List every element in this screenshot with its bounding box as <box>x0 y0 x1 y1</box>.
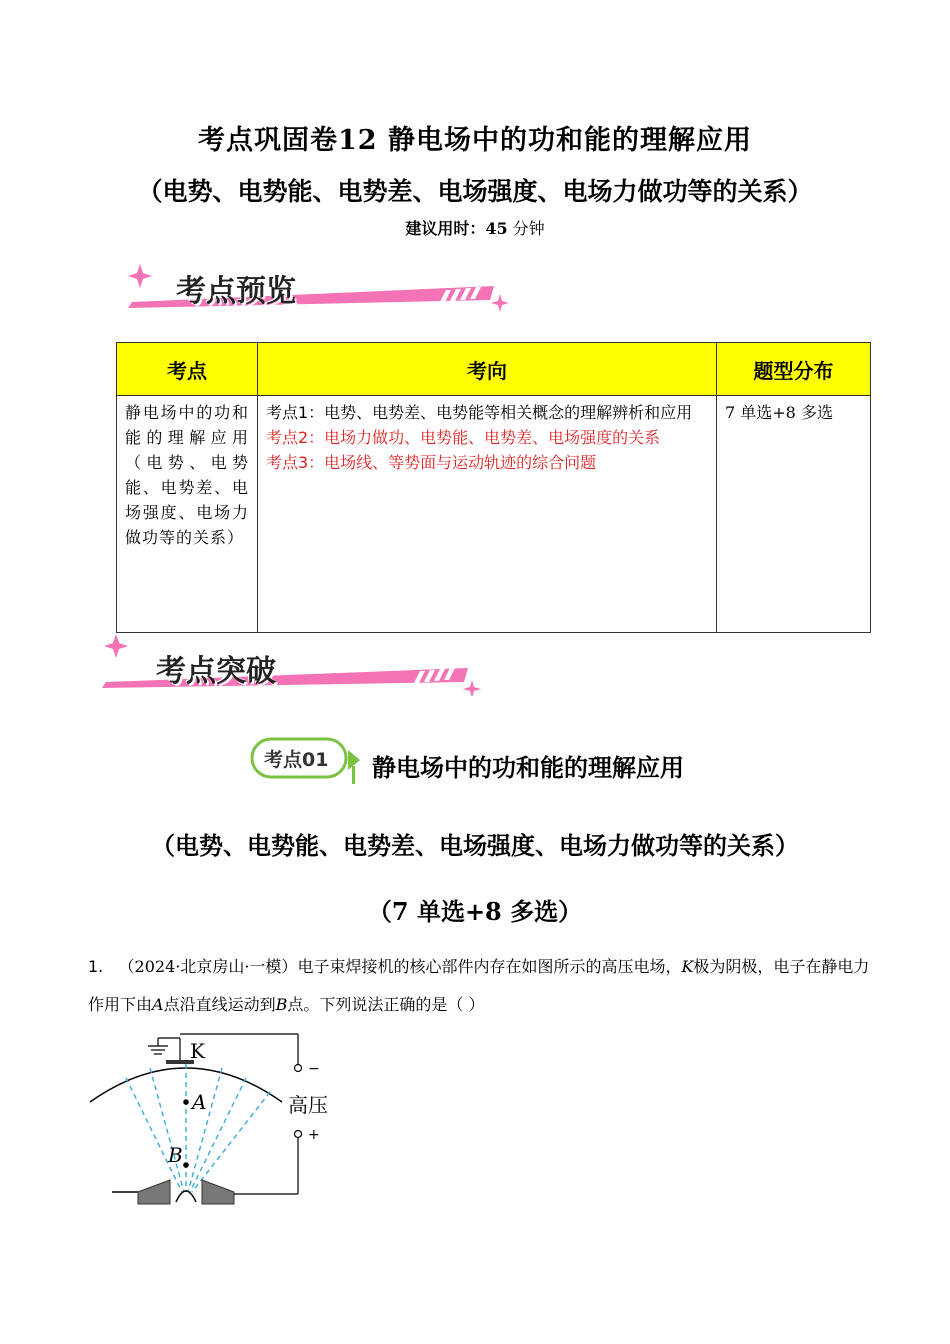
table-header-row <box>117 343 871 396</box>
section-title: 静电场中的功和能的理解应用 <box>372 753 684 782</box>
label-high-voltage: 高压 <box>288 1093 328 1117</box>
question-source: （2024·北京房山·一模） <box>118 957 298 976</box>
preview-banner <box>118 256 518 326</box>
question-text-1: 电子束焊接机的核心部件内存在如图所示的高压电场， <box>297 957 682 976</box>
suggested-time <box>0 216 950 239</box>
time-unit: 分钟 <box>507 219 545 238</box>
label-k: K <box>190 1039 205 1063</box>
header-topic: 考点 <box>117 343 258 396</box>
direction-2: 考点2：电场力做功、电势能、电势差、电场强度的关系 <box>266 428 661 447</box>
question-1 <box>88 948 878 1024</box>
badge-label: 考点01 <box>264 749 329 771</box>
page-subtitle: （电势、电势能、电势差、电场强度、电场力做功等的关系） <box>137 177 813 206</box>
breakthrough-banner-label: 考点突破 <box>156 654 276 689</box>
section-count: （7 单选+8 多选） <box>367 897 583 926</box>
question-number: 1. <box>88 957 104 976</box>
preview-banner-label: 考点预览 <box>176 274 296 309</box>
header-distribution: 题型分布 <box>717 343 871 396</box>
question-var-b: B <box>275 995 288 1014</box>
label-minus: − <box>308 1061 320 1077</box>
time-value: 45 <box>485 219 508 238</box>
direction-3: 考点3：电场线、等势面与运动轨迹的综合问题 <box>266 453 597 472</box>
direction-1: 考点1：电势、电势差、电势能等相关概念的理解辨析和应用 <box>266 403 693 422</box>
section-badge <box>250 736 362 782</box>
page-title: 考点巩固卷12 静电场中的功和能的理解应用 <box>198 125 752 156</box>
label-plus: + <box>308 1127 320 1143</box>
label-b: B <box>168 1143 183 1167</box>
overview-table <box>116 342 871 633</box>
question-text-2: 极为阴极，电子在静电力作用下由 <box>88 957 870 1014</box>
field-diagram-icon <box>82 1030 354 1210</box>
breakthrough-banner <box>92 626 492 696</box>
section-subtitle: （电势、电势能、电势差、电场强度、电场力做功等的关系） <box>151 831 799 860</box>
question-var-k: K <box>681 957 694 976</box>
table-row <box>117 396 871 633</box>
question-var-a: A <box>152 995 164 1014</box>
electric-field-figure <box>82 1030 354 1210</box>
time-label: 建议用时： <box>405 219 486 238</box>
question-text-3: 点沿直线运动到 <box>163 995 276 1014</box>
cell-distribution: 7 单选+8 多选 <box>717 396 871 633</box>
question-text-4: 点。下列说法正确的是（ ） <box>287 995 485 1014</box>
header-direction: 考向 <box>258 343 717 396</box>
cell-directions <box>258 396 717 633</box>
cell-topic: 静电场中的功和能的理解应用（电势、电势能、电势差、电场强度、电场力做功等的关系） <box>117 396 258 633</box>
banner-decoration-icon <box>92 626 492 696</box>
label-a: A <box>192 1090 207 1114</box>
